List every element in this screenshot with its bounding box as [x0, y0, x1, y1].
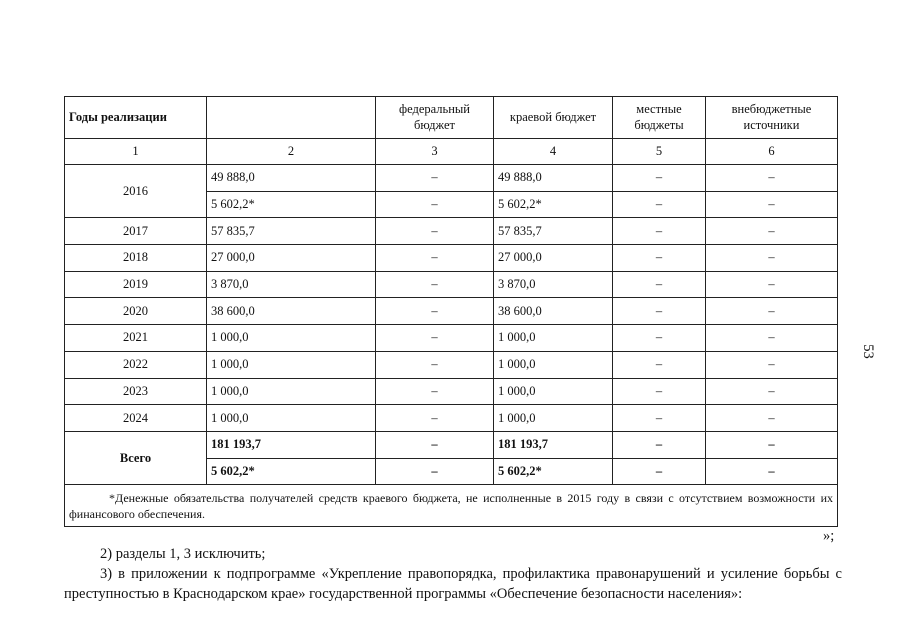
header-years: Годы реализации: [65, 97, 207, 139]
federal-cell: –: [376, 218, 494, 245]
year-cell: 2023: [65, 378, 207, 405]
total-cell: 5 602,2*: [207, 191, 376, 218]
federal-cell: –: [376, 458, 494, 485]
regional-cell: 1 000,0: [494, 351, 613, 378]
extra-cell: –: [706, 191, 838, 218]
column-number: 3: [376, 139, 494, 165]
header-extra: внебюджетные источники: [706, 97, 838, 139]
local-cell: –: [613, 458, 706, 485]
local-cell: –: [613, 298, 706, 325]
federal-cell: –: [376, 191, 494, 218]
extra-cell: –: [706, 298, 838, 325]
regional-cell: 27 000,0: [494, 245, 613, 272]
footnote-indent: [69, 491, 109, 505]
table-row: [65, 325, 838, 352]
closing-quote: »;: [823, 528, 835, 544]
total-cell: 5 602,2*: [207, 458, 376, 485]
local-cell: –: [613, 351, 706, 378]
table-header-row: [65, 97, 838, 139]
total-cell: 49 888,0: [207, 165, 376, 192]
regional-cell: 1 000,0: [494, 325, 613, 352]
local-cell: –: [613, 325, 706, 352]
table-row: [65, 378, 838, 405]
column-number: 2: [207, 139, 376, 165]
paragraph-item-2: 2) разделы 1, 3 исключить;: [100, 546, 266, 562]
column-number: 1: [65, 139, 207, 165]
regional-cell: 3 870,0: [494, 271, 613, 298]
year-cell: 2020: [65, 298, 207, 325]
regional-cell: 5 602,2*: [494, 458, 613, 485]
federal-cell: –: [376, 431, 494, 458]
year-cell: 2021: [65, 325, 207, 352]
header-regional: краевой бюджет: [494, 97, 613, 139]
footnote-cell: [65, 485, 838, 527]
table-row: [65, 218, 838, 245]
local-cell: –: [613, 245, 706, 272]
federal-cell: –: [376, 351, 494, 378]
local-cell: –: [613, 218, 706, 245]
table-row: [65, 405, 838, 432]
extra-cell: –: [706, 378, 838, 405]
header-federal: федеральный бюджет: [376, 97, 494, 139]
total-cell: 1 000,0: [207, 325, 376, 352]
total-cell: 181 193,7: [207, 431, 376, 458]
totals-label: Всего: [65, 431, 207, 484]
total-cell: 38 600,0: [207, 298, 376, 325]
year-cell: 2022: [65, 351, 207, 378]
federal-cell: –: [376, 271, 494, 298]
federal-cell: –: [376, 245, 494, 272]
year-cell: 2018: [65, 245, 207, 272]
year-cell: 2016: [65, 165, 207, 218]
total-cell: 1 000,0: [207, 405, 376, 432]
header-total: [207, 97, 376, 139]
local-cell: –: [613, 165, 706, 192]
totals-row: [65, 431, 838, 458]
year-cell: 2017: [65, 218, 207, 245]
table-row: [65, 245, 838, 272]
table-row: [65, 165, 838, 192]
regional-cell: 38 600,0: [494, 298, 613, 325]
extra-cell: –: [706, 458, 838, 485]
total-cell: 27 000,0: [207, 245, 376, 272]
page-number: 53: [859, 344, 876, 359]
footnote-row: [65, 485, 838, 527]
extra-cell: –: [706, 245, 838, 272]
regional-cell: 49 888,0: [494, 165, 613, 192]
column-number-row: [65, 139, 838, 165]
extra-cell: –: [706, 431, 838, 458]
column-number: 6: [706, 139, 838, 165]
federal-cell: –: [376, 325, 494, 352]
regional-cell: 181 193,7: [494, 431, 613, 458]
extra-cell: –: [706, 325, 838, 352]
regional-cell: 1 000,0: [494, 405, 613, 432]
regional-cell: 1 000,0: [494, 378, 613, 405]
total-cell: 3 870,0: [207, 271, 376, 298]
extra-cell: –: [706, 271, 838, 298]
year-cell: 2024: [65, 405, 207, 432]
footnote-text: *Денежные обязательства получателей средств краевого бюджета, не исполненные в 2015 году в связи с отсутствием возможности их финансового обеспечения.: [69, 490, 833, 521]
local-cell: –: [613, 191, 706, 218]
table-row: [65, 298, 838, 325]
federal-cell: –: [376, 378, 494, 405]
local-cell: –: [613, 405, 706, 432]
total-cell: 1 000,0: [207, 351, 376, 378]
table-row: [65, 271, 838, 298]
column-number: 5: [613, 139, 706, 165]
local-cell: –: [613, 431, 706, 458]
federal-cell: –: [376, 405, 494, 432]
local-cell: –: [613, 271, 706, 298]
total-cell: 57 835,7: [207, 218, 376, 245]
total-cell: 1 000,0: [207, 378, 376, 405]
table-row: [65, 351, 838, 378]
header-local: местные бюджеты: [613, 97, 706, 139]
regional-cell: 5 602,2*: [494, 191, 613, 218]
year-cell: 2019: [65, 271, 207, 298]
extra-cell: –: [706, 165, 838, 192]
federal-cell: –: [376, 165, 494, 192]
column-number: 4: [494, 139, 613, 165]
budget-table: [64, 96, 838, 527]
extra-cell: –: [706, 218, 838, 245]
extra-cell: –: [706, 351, 838, 378]
federal-cell: –: [376, 298, 494, 325]
paragraph-item-3: 3) в приложении к подпрограмме «Укрепление правопорядка, профилактика правонарушений и усиление борьбы с преступностью в Краснодарском крае» государственной программы «Обеспечение безопасности населения»:: [64, 566, 842, 602]
local-cell: –: [613, 378, 706, 405]
extra-cell: –: [706, 405, 838, 432]
regional-cell: 57 835,7: [494, 218, 613, 245]
